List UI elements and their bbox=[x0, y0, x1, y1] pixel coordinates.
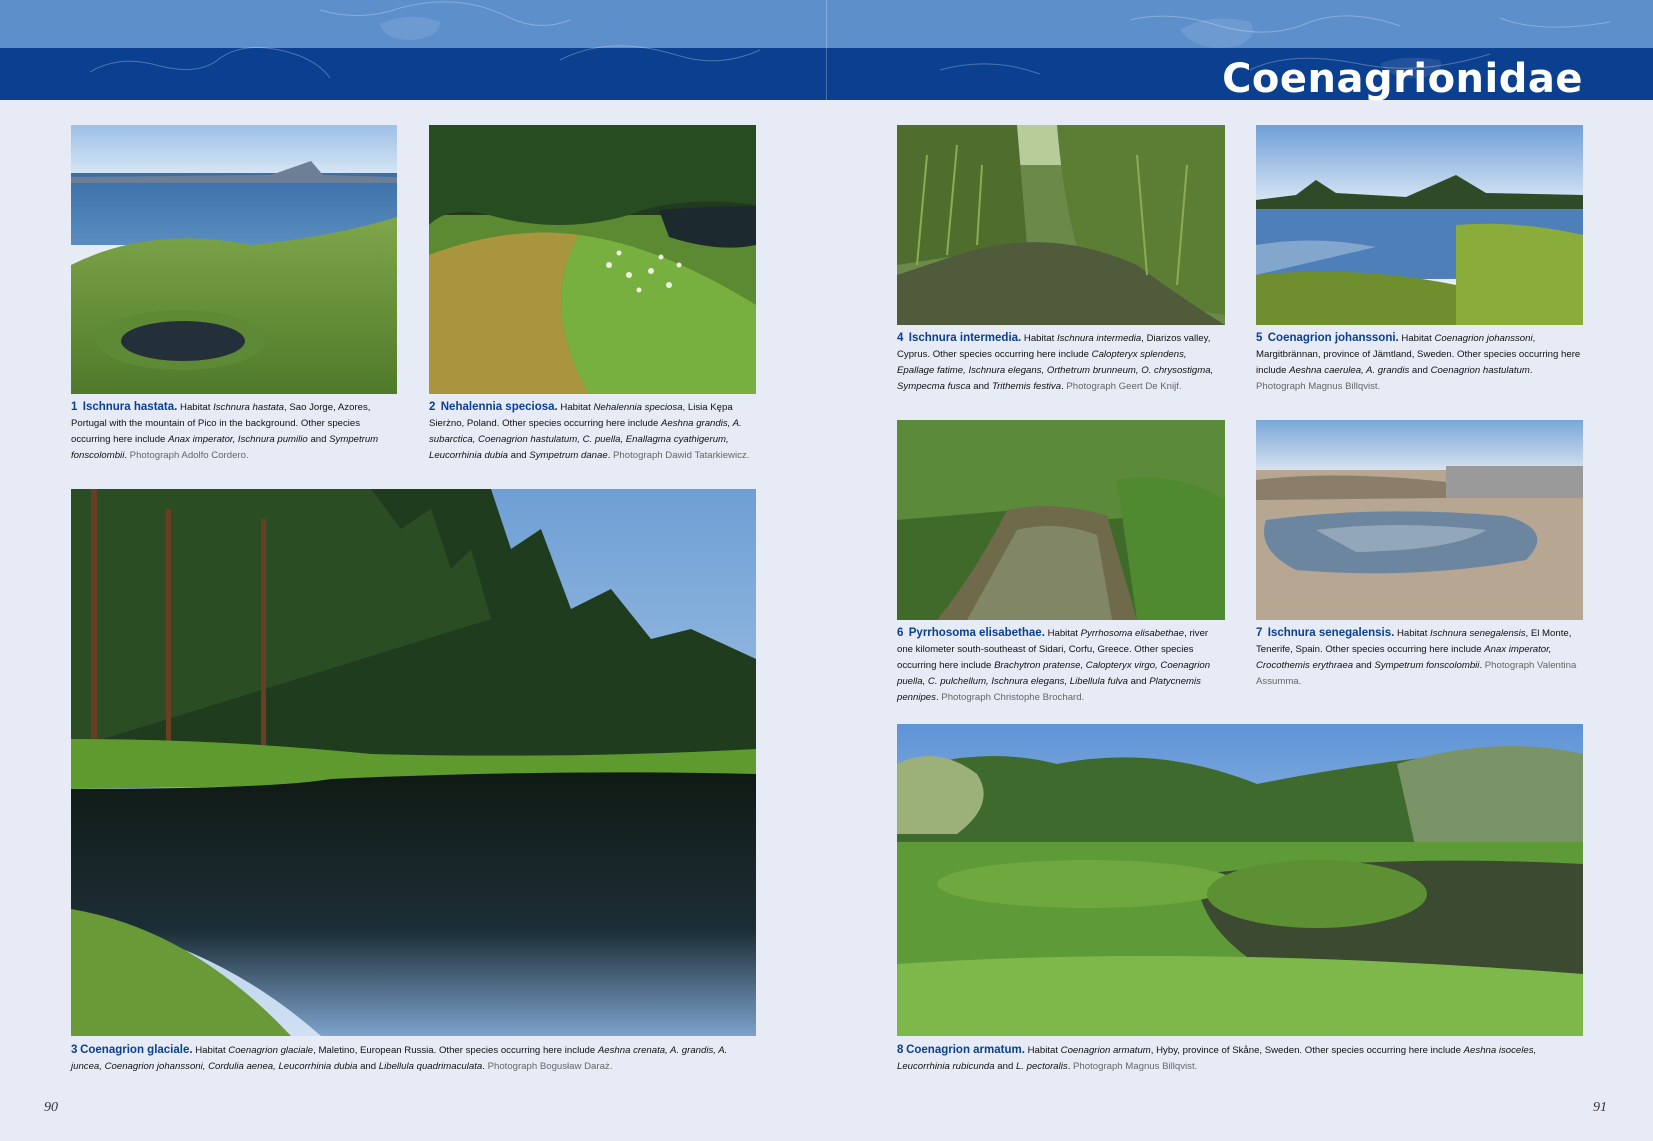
figure-species: Nehalennia speciosa. bbox=[440, 401, 558, 413]
photo-credit: Photograph Geert De Knijf. bbox=[1066, 381, 1182, 392]
caption-text: . bbox=[124, 450, 130, 461]
caption-text: . bbox=[607, 450, 614, 461]
caption-text: Habitat bbox=[1398, 333, 1435, 344]
caption-text: and bbox=[1353, 660, 1375, 671]
caption-text: and bbox=[994, 1061, 1016, 1072]
caption-figure-8 bbox=[897, 1042, 1583, 1075]
species-name-italic: L. pectoralis bbox=[1015, 1061, 1068, 1072]
figure-number: 4 bbox=[897, 332, 904, 344]
species-name-italic: Sympetrum fonscolombii bbox=[71, 434, 379, 461]
species-name-italic: Anax imperator, Ischnura pumilio bbox=[168, 434, 308, 445]
photo-1-ischnura-hastata-habitat bbox=[71, 125, 397, 394]
photo-credit: Photograph Valentina Assumma. bbox=[1256, 660, 1577, 687]
page-number-left: 90 bbox=[44, 1100, 58, 1115]
species-name-italic: Coenagrion hastulatum bbox=[1430, 365, 1530, 376]
species-name-italic: Platycnemis pennipes bbox=[897, 676, 1201, 703]
photo-2-nehalennia-speciosa-habitat bbox=[429, 125, 756, 394]
caption-text: Habitat bbox=[192, 1045, 229, 1056]
species-name-italic: Coenagrion glaciale bbox=[228, 1045, 314, 1056]
caption-text: and bbox=[1409, 365, 1431, 376]
photo-credit: Photograph Dawid Tatarkiewicz. bbox=[613, 450, 750, 461]
species-name-italic: Calopteryx splendens, Epallage fatime, Ischnura elegans, Orthetrum brunneum, O. chrysostigma, Sympecma fusca bbox=[897, 349, 1214, 392]
species-name-italic: Nehalennia speciosa bbox=[593, 402, 683, 413]
species-name-italic: Brachytron pratense, Calopteryx virgo, Coenagrion puella, C. pulchellum, Ischnura elegans, Libellula fulva bbox=[897, 660, 1211, 687]
caption-text: , Sao Jorge, Azores, Portugal with the mountain of Pico in the background. Other species occurring here include bbox=[71, 402, 371, 445]
photo-8-coenagrion-armatum-habitat bbox=[897, 724, 1583, 1036]
species-name-italic: Trithemis festiva bbox=[991, 381, 1062, 392]
caption-text: . bbox=[1067, 1061, 1074, 1072]
figure-number: 6 bbox=[897, 627, 904, 639]
species-name-italic: Aeshna isoceles, Leucorrhinia rubicunda bbox=[897, 1045, 1537, 1072]
caption-text: , river one kilometer south-southeast of Sidari, Corfu, Greece. Other species occurring here include bbox=[897, 628, 1209, 671]
caption-text: and bbox=[507, 450, 530, 461]
caption-figure-5 bbox=[1256, 330, 1583, 395]
species-name-italic: Pyrrhosoma elisabethae bbox=[1080, 628, 1185, 639]
photo-6-pyrrhosoma-elisabethae-habitat bbox=[897, 420, 1225, 620]
page-gutter bbox=[826, 0, 827, 100]
caption-text: . bbox=[1529, 365, 1533, 376]
caption-text: Habitat bbox=[1044, 628, 1081, 639]
caption-figure-1 bbox=[71, 399, 397, 464]
photo-credit: Photograph Bogusław Daraż. bbox=[487, 1061, 613, 1072]
caption-text: and bbox=[1127, 676, 1150, 687]
chapter-title: Coenagrionidae bbox=[1222, 56, 1583, 102]
caption-figure-4 bbox=[897, 330, 1225, 395]
caption-text: and bbox=[357, 1061, 379, 1072]
caption-text: , Diarizos valley, Cyprus. Other species occurring here include bbox=[897, 333, 1211, 360]
caption-text: Habitat bbox=[177, 402, 214, 413]
figure-number: 1 bbox=[71, 401, 78, 413]
caption-text: Habitat bbox=[1024, 1045, 1061, 1056]
figure-species: Ischnura hastata. bbox=[82, 401, 178, 413]
figure-species: Coenagrion glaciale. bbox=[80, 1044, 193, 1056]
caption-text: . bbox=[935, 692, 942, 703]
caption-text: Habitat bbox=[1394, 628, 1431, 639]
species-name-italic: Ischnura senegalensis bbox=[1430, 628, 1526, 639]
photo-3-coenagrion-glaciale-habitat bbox=[71, 489, 756, 1036]
figure-number: 7 bbox=[1256, 627, 1263, 639]
photo-4-ischnura-intermedia-habitat bbox=[897, 125, 1225, 325]
photo-credit: Photograph Magnus Billqvist. bbox=[1073, 1061, 1198, 1072]
figure-species: Coenagrion armatum. bbox=[906, 1044, 1025, 1056]
caption-text: and bbox=[970, 381, 992, 392]
caption-text: . bbox=[482, 1061, 488, 1072]
photo-5-coenagrion-johanssoni-habitat bbox=[1256, 125, 1583, 325]
species-name-italic: Libellula quadrimaculata bbox=[378, 1061, 483, 1072]
species-name-italic: Aeshna caerulea, A. grandis bbox=[1289, 365, 1410, 376]
photo-credit: Photograph Christophe Brochard. bbox=[941, 692, 1085, 703]
figure-species: Ischnura intermedia. bbox=[908, 332, 1022, 344]
figure-species: Pyrrhosoma elisabethae. bbox=[908, 627, 1045, 639]
species-name-italic: Aeshna crenata, A. grandis, A. juncea, Coenagrion johanssoni, Cordulia aenea, Leucorrhinia dubia bbox=[71, 1045, 728, 1072]
species-name-italic: Coenagrion armatum bbox=[1060, 1045, 1151, 1056]
caption-figure-3 bbox=[71, 1042, 756, 1075]
photo-7-ischnura-senegalensis-habitat bbox=[1256, 420, 1583, 620]
caption-text: Habitat bbox=[557, 402, 594, 413]
figure-number: 2 bbox=[429, 401, 436, 413]
species-name-italic: Ischnura intermedia bbox=[1056, 333, 1142, 344]
caption-text: , Maletino, European Russia. Other species occurring here include bbox=[313, 1045, 598, 1056]
species-name-italic: Coenagrion johanssoni bbox=[1434, 333, 1533, 344]
figure-number: 3 bbox=[71, 1044, 78, 1056]
caption-text: , El Monte, Tenerife, Spain. Other species occurring here include bbox=[1256, 628, 1572, 655]
figure-species: Coenagrion johanssoni. bbox=[1267, 332, 1399, 344]
caption-text: , Margitbrännan, province of Jämtland, Sweden. Other species occurring here include bbox=[1256, 333, 1581, 376]
caption-figure-2 bbox=[429, 399, 756, 464]
species-name-italic: Sympetrum danae bbox=[529, 450, 608, 461]
photo-credit: Photograph Magnus Billqvist. bbox=[1256, 381, 1381, 392]
figure-number: 8 bbox=[897, 1044, 904, 1056]
species-name-italic: Anax imperator, Crocothemis erythraea bbox=[1256, 644, 1552, 671]
page-number-right: 91 bbox=[1593, 1100, 1607, 1115]
caption-text: , Hyby, province of Skåne, Sweden. Other species occurring here include bbox=[1150, 1045, 1464, 1056]
caption-figure-7 bbox=[1256, 625, 1583, 690]
caption-figure-6 bbox=[897, 625, 1225, 706]
caption-text: . bbox=[1061, 381, 1067, 392]
caption-text: and bbox=[307, 434, 330, 445]
photo-credit: Photograph Adolfo Cordero. bbox=[129, 450, 249, 461]
species-name-italic: Ischnura hastata bbox=[213, 402, 285, 413]
species-name-italic: Sympetrum fonscolombii bbox=[1374, 660, 1480, 671]
species-name-italic: Aeshna grandis, A. subarctica, Coenagrion hastulatum, C. puella, Enallagma cyathigerum, Leucorrhinia dubia bbox=[429, 418, 742, 461]
caption-text: Habitat bbox=[1021, 333, 1057, 344]
caption-text: , Lisia Kępa Sierżno, Poland. Other species occurring here include bbox=[429, 402, 733, 429]
figure-number: 5 bbox=[1256, 332, 1263, 344]
caption-text: . bbox=[1479, 660, 1485, 671]
figure-species: Ischnura senegalensis. bbox=[1267, 627, 1395, 639]
